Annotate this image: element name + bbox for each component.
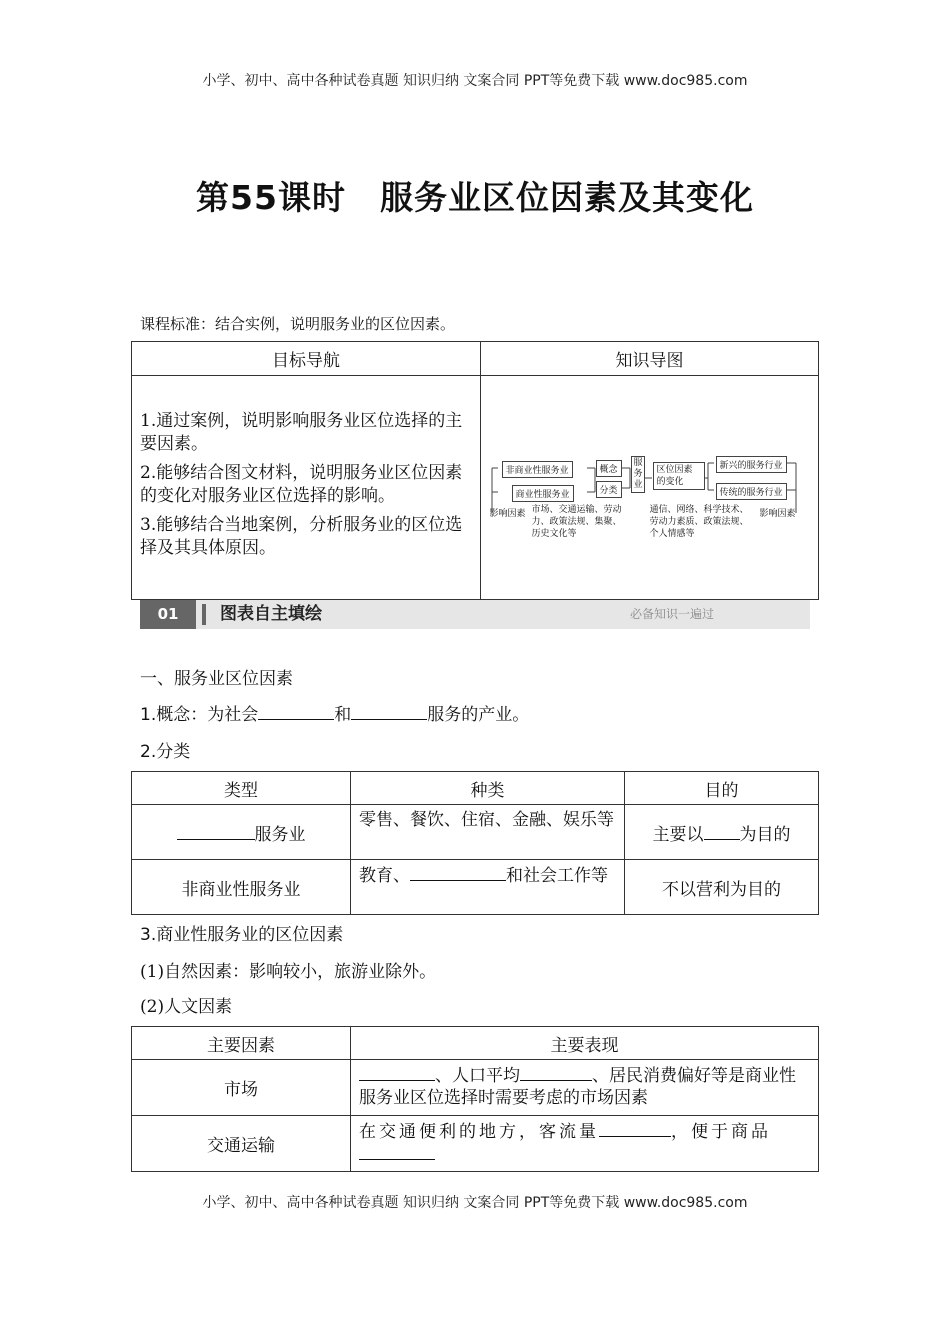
col-header: 主要因素 (132, 1027, 351, 1060)
mindmap-non-commercial: 非商业性服务业 (502, 461, 573, 478)
factor-line: 市场、交通运输、劳动 (531, 504, 622, 515)
course-standard: 课程标准：结合实例，说明服务业的区位因素。 (140, 315, 456, 333)
mindmap-header: 知识导图 (481, 342, 819, 376)
performance-text: 、人口平均 (435, 1066, 520, 1086)
mindmap-concept: 概念 (596, 460, 622, 477)
page-title: 第55课时 服务业区位因素及其变化 (196, 178, 754, 217)
factors-table (131, 1026, 819, 1172)
banner-subtitle: 必备知识一遍过 (629, 607, 714, 621)
concept-line (140, 700, 529, 725)
type-cell (132, 805, 351, 860)
factor-cell: 市场 (132, 1060, 351, 1116)
concept-text: 和 (334, 705, 352, 725)
mindmap-service: 服务业 (631, 456, 645, 493)
performance-text: ，便于商品 (671, 1122, 771, 1142)
blank-field[interactable] (599, 1120, 671, 1137)
table-row (132, 860, 819, 915)
factor-line: 历史文化等 (531, 528, 577, 539)
commercial-heading: 3.商业性服务业的区位因素 (140, 925, 344, 945)
page-footer: 小学、初中、高中各种试卷真题 知识归纳 文案合同 PPT等免费下载 www.doc985.com (202, 1195, 748, 1211)
type-suffix: 服务业 (254, 824, 306, 845)
performance-cell (351, 1116, 819, 1172)
kinds-text: 教育、 (359, 866, 410, 886)
section-banner (140, 600, 810, 629)
mindmap-classification: 分类 (596, 481, 622, 498)
goal-item: 2.能够结合图文材料，说明服务业区位因素的变化对服务业区位选择的影响。 (140, 462, 463, 506)
table-row (132, 1116, 819, 1172)
factor-line: 个人情感等 (649, 528, 695, 539)
factor-line: 通信、网络、科学技术、 (649, 504, 749, 515)
human-factor: (2)人文因素 (140, 997, 233, 1017)
factor-line: 劳动力素质、政策法规、 (649, 516, 749, 527)
blank-field[interactable] (258, 703, 334, 720)
table-row (132, 1060, 819, 1116)
goal-cell (625, 805, 819, 860)
mindmap (481, 376, 819, 600)
goal-item: 1.通过案例，说明影响服务业区位选择的主要因素。 (140, 410, 463, 454)
mindmap-commercial: 商业性服务业 (512, 485, 574, 502)
banner-number: 01 (140, 600, 196, 629)
performance-text: 在交通便利的地方，客流量 (359, 1122, 599, 1142)
mindmap-factors-left: 影响因素 (489, 508, 526, 519)
blank-field[interactable] (520, 1064, 592, 1081)
goal-item: 3.能够结合当地案例，分析服务业的区位选择及其具体原因。 (140, 514, 463, 558)
goal-header: 目标导航 (132, 342, 481, 376)
blank-field[interactable] (704, 823, 740, 840)
mindmap-traditional: 传统的服务行业 (716, 483, 787, 500)
concept-text: 为社会 (207, 705, 259, 725)
performance-text: 、居民消费偏好等是商业性服务业区位选择时需要考虑的市场因素 (359, 1066, 796, 1108)
factor-line: 力、政策法规、集聚、 (531, 516, 622, 527)
classification-table (131, 771, 819, 915)
col-header: 种类 (351, 772, 625, 805)
col-header: 主要表现 (351, 1027, 819, 1060)
mindmap-factors-right-list (650, 504, 749, 540)
blank-field[interactable] (351, 703, 427, 720)
table-row (132, 805, 819, 860)
kinds-cell: 零售、餐饮、住宿、金融、娱乐等 (351, 805, 625, 860)
performance-cell (351, 1060, 819, 1116)
classify-heading: 2.分类 (140, 742, 191, 762)
banner-divider (202, 604, 206, 625)
blank-field[interactable] (359, 1064, 435, 1081)
kinds-text: 和社会工作等 (506, 866, 608, 886)
blank-field[interactable] (177, 823, 255, 840)
factor-cell: 交通运输 (132, 1116, 351, 1172)
mindmap-emerging: 新兴的服务行业 (716, 456, 787, 473)
mindmap-location-change: 区位因素的变化 (653, 462, 705, 490)
mindmap-factors-right: 影响因素 (759, 508, 796, 519)
goal-text: 为目的 (739, 824, 791, 845)
natural-factor: (1)自然因素：影响较小，旅游业除外。 (140, 962, 437, 982)
goal-text: 主要以 (652, 824, 704, 845)
overview-table (131, 341, 819, 600)
banner-label: 图表自主填绘 (220, 604, 322, 624)
goal-cell: 不以营利为目的 (625, 860, 819, 915)
blank-field[interactable] (410, 864, 506, 881)
concept-lead: 1.概念： (140, 705, 208, 725)
goal-list (132, 376, 481, 600)
page-header: 小学、初中、高中各种试卷真题 知识归纳 文案合同 PPT等免费下载 www.doc985.com (202, 73, 748, 89)
col-header: 类型 (132, 772, 351, 805)
kinds-cell (351, 860, 625, 915)
col-header: 目的 (625, 772, 819, 805)
section-heading: 一、服务业区位因素 (140, 669, 293, 689)
type-cell: 非商业性服务业 (132, 860, 351, 915)
blank-field[interactable] (359, 1143, 435, 1160)
mindmap-factors-left-list (532, 504, 622, 540)
concept-text: 服务的产业。 (427, 705, 530, 725)
